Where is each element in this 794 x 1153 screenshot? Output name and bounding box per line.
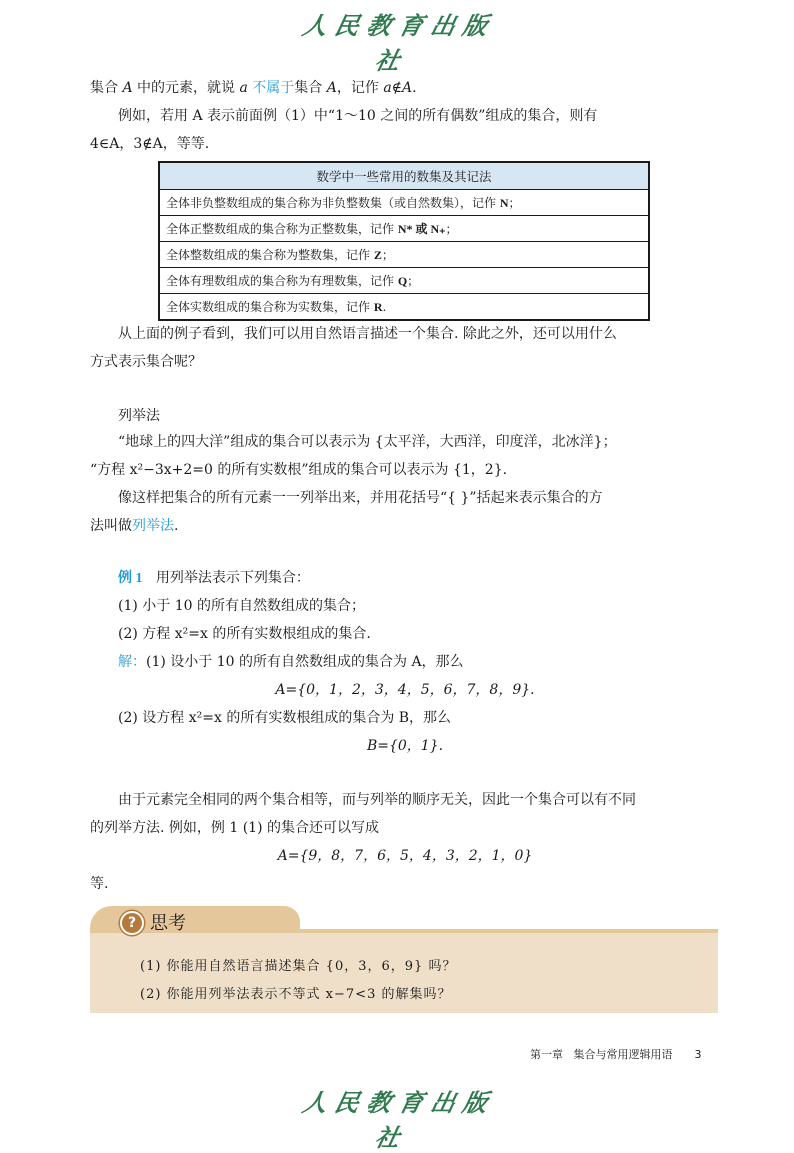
paragraph-question-line2: 方式表示集合呢？	[90, 354, 202, 370]
text: .	[412, 80, 417, 96]
solution-equation-2: B={0，1}.	[366, 738, 444, 754]
math-var: A	[326, 80, 337, 96]
section-heading: 列举法	[118, 408, 160, 424]
set-symbol: N	[499, 196, 509, 210]
publisher-logo-bottom: 人民教育出版社	[299, 1088, 499, 1152]
paragraph-order-line2: 的列举方法. 例如，例 1 (1) 的集合还可以写成	[90, 820, 379, 836]
solution-label: 解：	[118, 654, 146, 670]
text: 中的元素，就说	[132, 80, 240, 96]
set-symbol: Q	[397, 274, 408, 288]
paragraph-definition-line1: 像这样把集合的所有元素一一列举出来，并用花括号“{ }”括起来表示集合的方	[118, 490, 603, 506]
example-item-2: (2) 方程 x²=x 的所有实数根组成的集合.	[118, 626, 371, 642]
chapter-label: 第一章	[530, 1048, 563, 1061]
paragraph-not-belong	[90, 78, 720, 98]
row-end: ；	[508, 196, 521, 210]
row-end: ；	[407, 274, 420, 288]
math-expr: a∉A	[383, 80, 413, 96]
set-symbol: R	[373, 300, 383, 314]
solution-line1	[118, 652, 748, 672]
table-row	[159, 268, 649, 294]
text: 法叫做	[90, 518, 132, 534]
row-text: 全体非负整数组成的集合称为非负整数集（或自然数集），记作	[166, 196, 500, 210]
think-question-1: (1) 你能用自然语言描述集合 {0，3，6，9} 吗？	[140, 959, 457, 974]
table-row	[159, 216, 649, 242]
page-footer	[530, 1046, 702, 1062]
question-mark-icon: ?	[120, 911, 144, 935]
table-row	[159, 190, 649, 216]
paragraph-order-line1: 由于元素完全相同的两个集合相等，而与列举的顺序无关，因此一个集合可以有不同	[118, 792, 636, 808]
chapter-title: 集合与常用逻辑用语	[573, 1048, 673, 1061]
key-term: 不属于	[247, 80, 295, 96]
text: 集合	[294, 80, 327, 96]
example-prompt: 用列举法表示下列集合：	[155, 570, 310, 586]
row-text: 全体整数组成的集合称为整数集，记作	[166, 248, 374, 262]
table-title: 数学中一些常用的数集及其记法	[159, 162, 649, 190]
paragraph-example-line2: 4∈A，3∉A，等等.	[90, 136, 210, 152]
row-text: 全体正整数组成的集合称为正整数集，记作	[166, 222, 398, 236]
row-end: ；	[381, 248, 394, 262]
think-box-title: 思考	[150, 913, 186, 934]
text: 集合	[90, 80, 123, 96]
paragraph-order-end: 等.	[90, 876, 109, 892]
math-var: A	[122, 80, 133, 96]
page-number: 3	[694, 1048, 702, 1061]
paragraph-example-line1: 例如，若用 A 表示前面例（1）中“1～10 之间的所有偶数”组成的集合，则有	[118, 108, 598, 124]
row-text: 全体有理数组成的集合称为有理数集，记作	[166, 274, 398, 288]
row-end: ；	[445, 222, 458, 236]
text: ，记作	[336, 80, 384, 96]
set-symbol: N* 或 N₊	[397, 222, 446, 236]
publisher-logo-top: 人民教育出版社	[299, 11, 499, 75]
row-text: 全体实数组成的集合称为实数集，记作	[166, 300, 374, 314]
key-term: 列举法	[132, 518, 174, 534]
set-symbol: Z	[373, 248, 382, 262]
math-var: a	[239, 80, 248, 96]
reordered-equation: A={9，8，7，6，5，4，3，2，1，0}	[277, 848, 533, 864]
paragraph-oceans: “地球上的四大洋”组成的集合可以表示为 {太平洋，大西洋，印度洋，北冰洋}；	[118, 434, 617, 450]
row-end: .	[382, 300, 387, 314]
table-row	[159, 294, 649, 321]
solution-line2: (2) 设方程 x²=x 的所有实数根组成的集合为 B，那么	[118, 710, 452, 726]
example-label: 例 1	[118, 571, 143, 586]
text: .	[174, 518, 179, 534]
think-question-2: (2) 你能用列举法表示不等式 x−7<3 的解集吗？	[140, 987, 452, 1002]
paragraph-definition-line2	[90, 516, 720, 536]
solution-equation-1: A={0，1，2，3，4，5，6，7，8，9}.	[275, 682, 535, 698]
example-heading	[118, 568, 748, 589]
paragraph-question-line1: 从上面的例子看到，我们可以用自然语言描述一个集合. 除此之外，还可以用什么	[118, 326, 617, 342]
paragraph-equation: “方程 x²−3x+2=0 的所有实数根”组成的集合可以表示为 {1，2}.	[90, 462, 508, 478]
example-item-1: (1) 小于 10 的所有自然数组成的集合；	[118, 598, 365, 614]
solution-text: (1) 设小于 10 的所有自然数组成的集合为 A，那么	[146, 654, 464, 670]
table-row	[159, 242, 649, 268]
number-sets-table	[158, 161, 650, 321]
